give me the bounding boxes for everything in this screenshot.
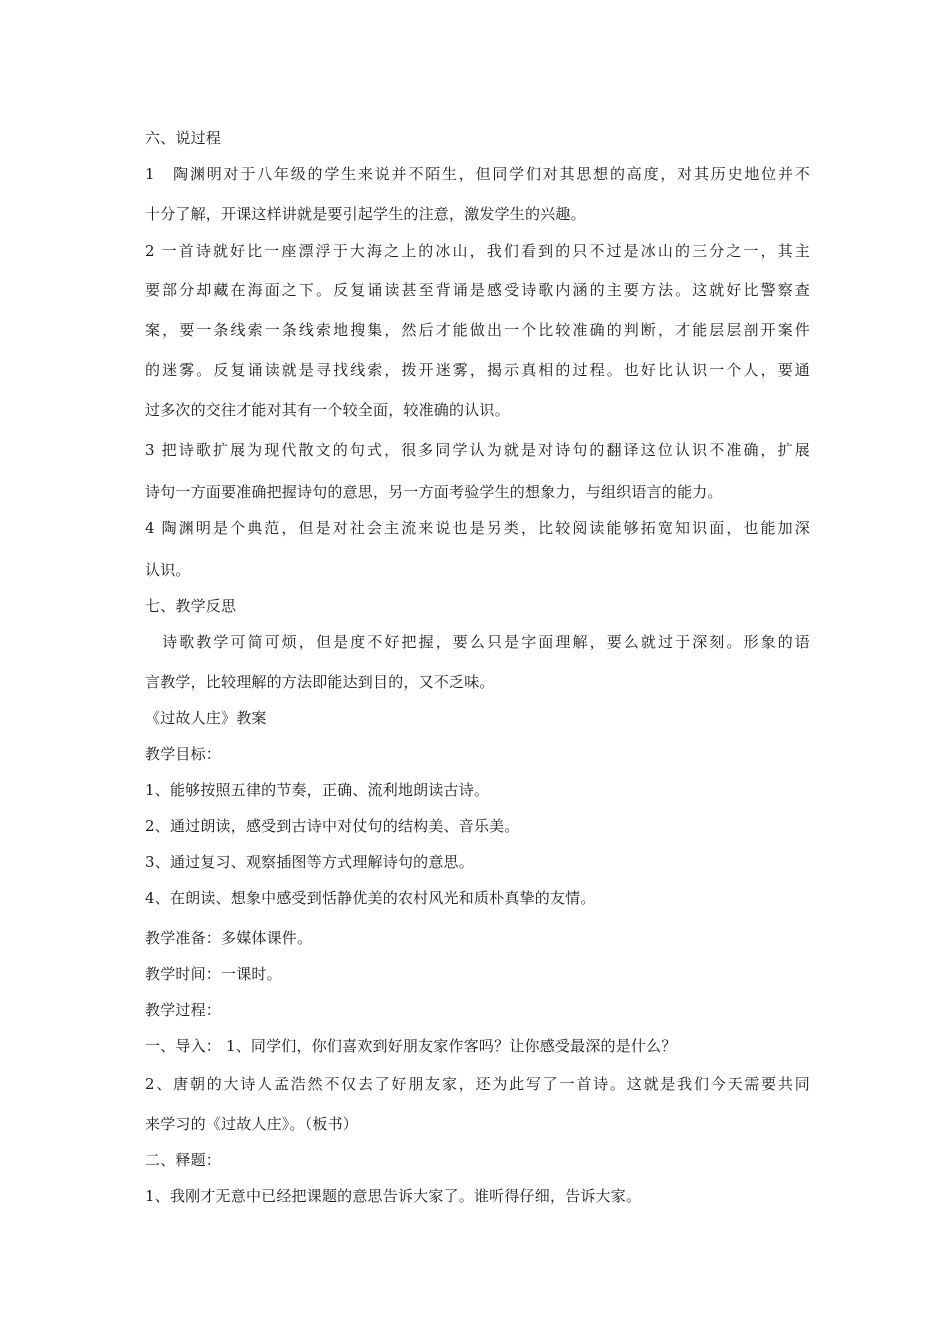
paragraph-line: 教学时间：一课时。	[145, 965, 282, 983]
paragraph-line: 诗句一方面要准确把握诗句的意思，另一方面考验学生的想象力，与组织语言的能力。	[145, 483, 723, 501]
paragraph-line: 2 一首诗就好比一座漂浮于大海之上的冰山，我们看到的只不过是冰山的三分之一，其主	[145, 242, 810, 260]
paragraph-line: 过多次的交往才能对其有一个较全面，较准确的认识。	[145, 401, 510, 419]
lesson-plan-title: 《过故人庄》教案	[145, 709, 267, 727]
paragraph-line: 4 陶渊明是个典范，但是对社会主流来说也是另类，比较阅读能够拓宽知识面，也能加深	[145, 519, 810, 537]
paragraph-line: 言教学，比较理解的方法即能达到目的，又不乏味。	[145, 673, 495, 691]
list-item: 2、通过朗读，感受到古诗中对仗句的结构美、音乐美。	[145, 817, 520, 835]
paragraph-line: 案，要一条线索一条线索地搜集，然后才能做出一个比较准确的判断，才能层层剖开案件	[145, 321, 810, 339]
subheading-process: 教学过程：	[145, 1001, 222, 1019]
section-heading-process: 六、说过程	[145, 129, 222, 147]
paragraph-line: 教学准备：多媒体课件。	[145, 929, 313, 947]
paragraph-line: 1、我刚才无意中已经把课题的意思告诉大家了。谁听得仔细，告诉大家。	[145, 1187, 642, 1205]
paragraph-line: 十分了解，开课这样讲就是要引起学生的注意，激发学生的兴趣。	[145, 205, 586, 223]
section-heading-reflection: 七、教学反思	[145, 597, 237, 615]
list-item: 4、在朗读、想象中感受到恬静优美的农村风光和质朴真挚的友情。	[145, 889, 596, 907]
paragraph-line: 3 把诗歌扩展为现代散文的句式，很多同学认为就是对诗句的翻译这位认识不准确，扩展	[145, 441, 810, 459]
list-item: 1、能够按照五律的节奏，正确、流利地朗读古诗。	[145, 781, 490, 799]
paragraph-line: 2、唐朝的大诗人孟浩然不仅去了好朋友家，还为此写了一首诗。这就是我们今天需要共同	[145, 1075, 810, 1093]
subheading-objectives: 教学目标：	[145, 745, 222, 763]
list-item: 3、通过复习、观察插图等方式理解诗句的意思。	[145, 853, 474, 871]
paragraph-line: 要部分却藏在海面之下。反复诵读甚至背诵是感受诗歌内涵的主要方法。这就好比警察查	[145, 281, 810, 299]
paragraph-line: 1 陶渊明对于八年级的学生来说并不陌生，但同学们对其思想的高度，对其历史地位并不	[145, 165, 810, 183]
paragraph-line: 来学习的《过故人庄》。（板书）	[145, 1115, 359, 1133]
paragraph-line: 的迷雾。反复诵读就是寻找线索，拨开迷雾，揭示真相的过程。也好比认识一个人，要通	[145, 361, 810, 379]
subheading-title-explanation: 二、释题：	[145, 1151, 222, 1169]
paragraph-line: 认识。	[145, 561, 191, 579]
paragraph-line: 一、导入： 1、同学们，你们喜欢到好朋友家作客吗？让你感受最深的是什么？	[145, 1037, 677, 1055]
paragraph-line: 诗歌教学可简可烦，但是度不好把握，要么只是字面理解，要么就过于深刻。形象的语	[145, 633, 810, 651]
